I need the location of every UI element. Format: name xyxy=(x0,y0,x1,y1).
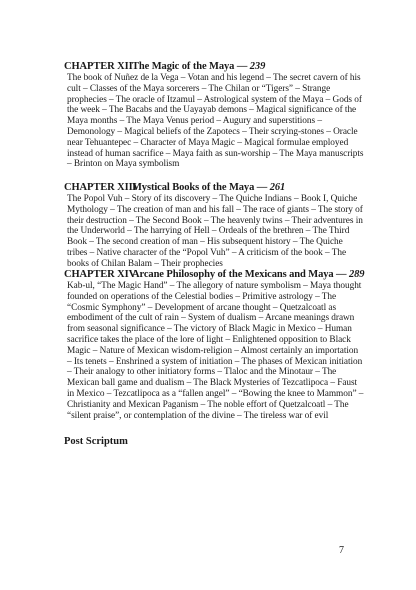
chapter-heading xyxy=(64,61,364,73)
chapter-heading xyxy=(64,269,364,281)
chapter-title: Arcane Philosophy of the Mexicans and Maya xyxy=(132,269,334,280)
chapter-number: CHAPTER XIV xyxy=(64,269,137,280)
chapter-title: Mystical Books of the Maya xyxy=(132,182,255,193)
chapter-heading xyxy=(64,182,364,194)
chapter-summary: Kab-ul, “The Magic Hand” – The allegory of nature symbolism – Maya thought founded on operations of the Celestial bodies – Primitive astrology – The “Cosmic Symphony” – Development of arcane thought – Quetzalcoatl as embodiment of the cult of rain – System of dualism – Arcane meanings drawn from seasonal significance – The victory of Black Magic in Mexico – Human sacrifice takes the place of the lore of light – Enlightened opposition to Black Magic – Nature of Mexican wisdom-religion – Almost certainly an importation – Its tenets – Enshrined a system of initiation – The phases of Mexican initiation – Their analogy to other initiatory forms – Tlaloc and the Minotaur – The Mexican ball game and dualism – The Black Mysteries of Tezcatlipoca – Faust in Mexico – Tezcatlipoca as a “fallen angel” – “Bowing the knee to Mammon” – Christianity and Mexican Paganism – The noble effort of Quetzalcoatl – The “silent praise”, or contemplation of the divine – The tireless war of evil xyxy=(67,281,364,421)
dash: — xyxy=(254,182,268,193)
chapter-title: The Magic of the Maya xyxy=(132,61,235,72)
chapter-summary: The book of Nuñez de la Vega – Votan and his legend – The secret cavern of his cult – Classes of the Maya sorcerers – The Chilan or “Tigers” – Strange prophecies – The oracle of Itzamul – Astrological system of the Maya – Gods of the week – The Bacabs and the Uayayab demons – Magical significance of the Maya months – The Maya Venus period – Augury and superstitions – Demonology – Magical beliefs of the Zapotecs – Their scrying-stones – Oracle near Tehuantepec – Character of Maya Magic – Magical formulae employed instead of human sacrifice – Maya faith as sun-worship – The Maya manuscripts – Brinton on Maya symbolism xyxy=(67,73,364,170)
dash: — xyxy=(234,61,248,72)
post-scriptum-heading: Post Scriptum xyxy=(64,436,128,447)
chapter-number: CHAPTER XII xyxy=(64,61,133,72)
chapter-page: 261 xyxy=(269,182,286,193)
dash: — xyxy=(333,269,347,280)
chapter-entry xyxy=(64,269,364,421)
page-number: 7 xyxy=(339,545,344,556)
chapter-page: 289 xyxy=(349,269,365,280)
chapter-entry xyxy=(64,182,364,270)
chapter-entry xyxy=(64,61,364,170)
chapter-number: CHAPTER XIII xyxy=(64,182,137,193)
chapter-page: 239 xyxy=(249,61,266,72)
chapter-summary: The Popol Vuh – Story of its discovery – The Quiche Indians – Book I, Quiche Mythology – The creation of man and his fall – The race of giants – The story of their destruction – The Second Book – The heavenly twins – Their adventures in the Underworld – The harrying of Hell – Ordeals of the brethren – The Third Book – The second creation of man – His subsequent history – The Quiche tribes – Native character of the “Popol Vuh” – A criticism of the book – The books of Chilan Balam – Their prophecies xyxy=(67,194,363,269)
